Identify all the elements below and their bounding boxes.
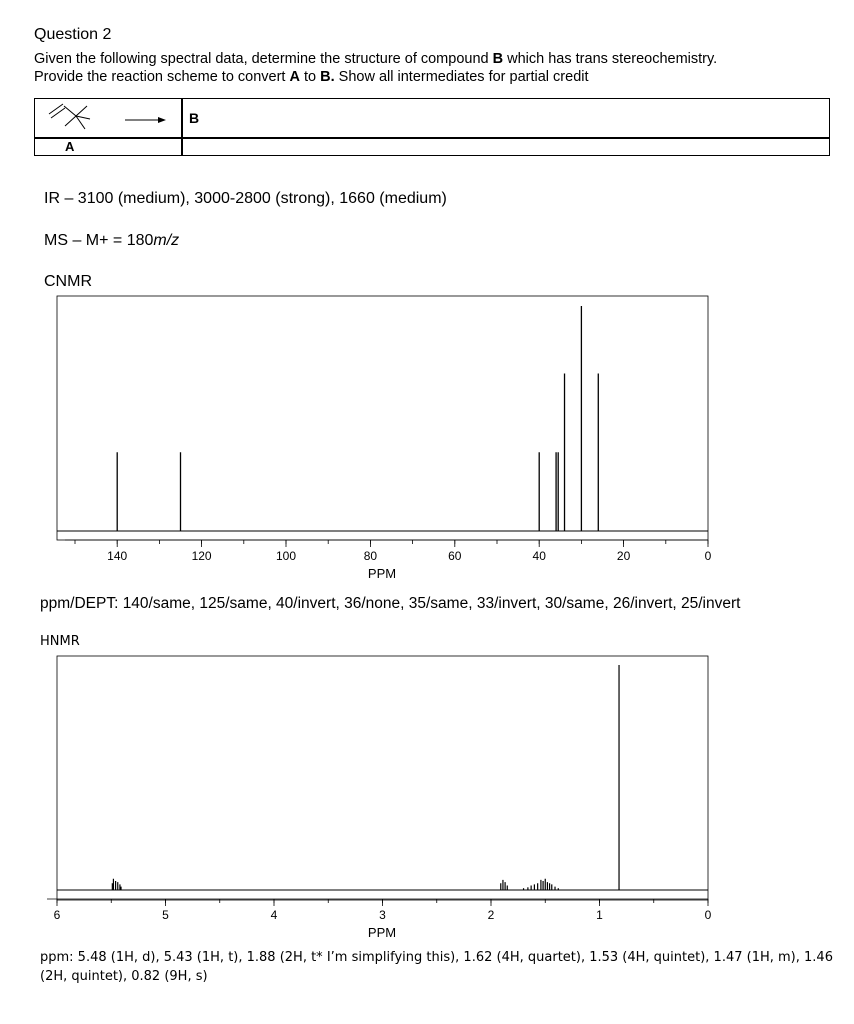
hnmr-data: ppm: 5.48 (1H, d), 5.43 (1H, t), 1.88 (2H, t* I’m simplifying this), 1.62 (4H, quartet), 1.53 (4H, quintet), 1.47 (1H, m), 1.46 (2H, quintet), 0.82 (9H, s) <box>40 950 833 984</box>
hnmr-tick-label: 5 <box>162 908 169 922</box>
hnmr-tick-label: 0 <box>704 908 712 922</box>
cnmr-tick-label: 20 <box>616 549 631 563</box>
cnmr-x-axis-label: PPM <box>367 566 397 581</box>
question-text: Provide the reaction scheme to convert <box>34 69 290 85</box>
cnmr-tick-label: 80 <box>363 549 378 563</box>
hnmr-tick-label: 6 <box>53 908 61 922</box>
cnmr-tick-label: 140 <box>107 549 128 563</box>
question-text: Given the following spectral data, determine the structure of compound <box>34 51 493 67</box>
hnmr-tick-label: 2 <box>487 908 495 922</box>
hnmr-x-axis-label: PPM <box>367 925 397 940</box>
cnmr-tick-label: 40 <box>532 549 546 563</box>
hnmr-label: HNMR <box>40 634 80 649</box>
cnmr-tick-label: 120 <box>191 549 212 563</box>
hnmr-tick-label: 4 <box>270 908 278 922</box>
question-text: Show all intermediates for partial credit <box>334 69 589 85</box>
ms-unit: m/z <box>153 232 180 249</box>
cnmr-label: CNMR <box>44 273 92 290</box>
cnmr-tick-label: 60 <box>448 549 462 563</box>
ms-value: MS – M+ = 180 <box>44 232 154 249</box>
compound-a-label: A <box>65 139 75 154</box>
hnmr-tick-label: 3 <box>379 908 386 922</box>
hnmr-tick-label: 1 <box>596 908 603 922</box>
compound-b-label: B <box>189 110 200 126</box>
dept-data: ppm/DEPT: 140/same, 125/same, 40/invert, 36/none, 35/same, 33/invert, 30/same, 26/invert, 25/invert <box>40 595 741 612</box>
cnmr-tick-label: 0 <box>704 549 712 563</box>
question-text: to <box>299 69 321 85</box>
cnmr-tick-label: 100 <box>275 549 297 563</box>
ir-data: IR – 3100 (medium), 3000-2800 (strong), 1660 (medium) <box>44 190 447 207</box>
question-text: which has trans stereochemistry. <box>503 51 718 67</box>
compound-a-ref: A <box>289 69 300 85</box>
question-title: Question 2 <box>34 26 112 43</box>
compound-b-ref: B. <box>320 69 335 85</box>
compound-b-ref: B <box>492 51 504 67</box>
hnmr-frame <box>57 656 708 900</box>
